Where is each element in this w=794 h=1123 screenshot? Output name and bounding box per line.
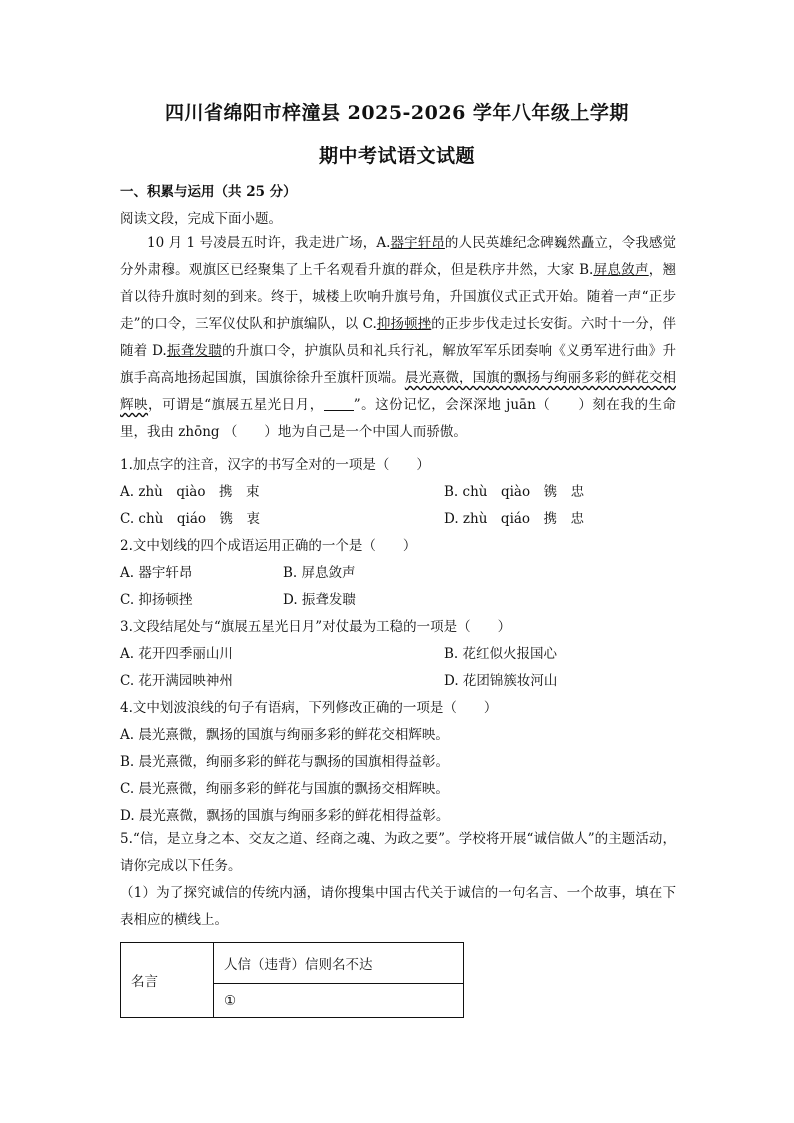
q3-option-c[interactable]: C. 花开满园映神州 [120, 673, 233, 689]
q4-option-d[interactable]: D. 晨光熹微，飘扬的国旗与绚丽多彩的鲜花相得益彰。 [120, 808, 450, 824]
q1-option-d[interactable]: D. zhù qiáo 携 忠 [444, 511, 585, 527]
passage-text: 10 月 1 号凌晨五时许，我走进广场，A. [147, 235, 391, 251]
table-cell-proverb: 人信（违背）信则名不达 [214, 943, 464, 984]
passage-text: ，翘首以待升旗时刻的到来。终于，城楼上吹响升旗号角，升国旗仪式正式开始。随着一声“正步走”的口令，三军仪仗队和护旗编队，以 C. [120, 262, 676, 332]
section-heading: 一、积累与运用（共 25 分） [120, 184, 297, 200]
table-cell-answer[interactable]: ① [214, 984, 464, 1018]
idiom-d: 振聋发聩 [166, 343, 223, 359]
q3-option-d[interactable]: D. 花团锦簇妆河山 [444, 673, 558, 689]
reading-passage [120, 230, 676, 446]
q2-stem: 2.文中划线的四个成语运用正确的一个是（ ） [120, 538, 417, 554]
q4-option-b[interactable]: B. 晨光熹微，绚丽多彩的鲜花与飘扬的国旗相得益彰。 [120, 754, 450, 770]
q4-option-a[interactable]: A. 晨光熹微，飘扬的国旗与绚丽多彩的鲜花交相辉映。 [120, 727, 449, 743]
q4-option-c[interactable]: C. 晨光熹微，绚丽多彩的鲜花与国旗的飘扬交相辉映。 [120, 781, 449, 797]
section-instruction: 阅读文段，完成下面小题。 [120, 211, 282, 227]
answer-blank[interactable] [324, 396, 354, 411]
exam-title-line1: 四川省绵阳市梓潼县 2025-2026 学年八年级上学期 [165, 102, 629, 124]
q2-option-a[interactable]: A. 器宇轩昂 [120, 565, 193, 581]
q4-stem: 4.文中划波浪线的句子有语病，下列修改正确的一项是（ ） [120, 700, 498, 716]
idiom-c: 抑扬顿挫 [376, 316, 432, 332]
q2-option-c[interactable]: C. 抑扬顿挫 [120, 592, 193, 608]
q5-stem: 5.“信，是立身之本、交友之道、经商之魂、为政之要”。学校将开展“诚信做人”的主题活动，请你完成以下任务。 [120, 831, 676, 874]
q5-task1: （1）为了探究诚信的传统内涵，请你搜集中国古代关于诚信的一句名言、一个故事，填在下表相应的横线上。 [120, 885, 676, 928]
passage-text: 的正步步伐走过长安街。六时十一分，伴随着 D. [120, 316, 677, 359]
q1-option-b[interactable]: B. chù qiào 镌 忠 [444, 484, 585, 500]
passage-text: ，可谓是“旗展五星光日月， [148, 397, 324, 413]
q2-option-b[interactable]: B. 屏息敛声 [283, 565, 356, 581]
proverb-table [120, 942, 464, 1018]
table-label-cell: 名言 [121, 943, 214, 1018]
idiom-b: 屏息敛声 [593, 262, 649, 278]
wavy-sentence: 晨光熹微，国旗的飘扬与绚丽多彩的鲜花交相辉映 [120, 370, 676, 413]
q1-stem: 1.加点字的注音，汉字的书写全对的一项是（ ） [120, 457, 430, 473]
passage-text: ”。这份记忆，会深深地 juān（ ）刻在我的生命里，我由 zhōng （ ）地为自己是一个中国人而骄傲。 [120, 397, 676, 440]
idiom-a: 器宇轩昂 [390, 235, 445, 251]
exam-title-line2: 期中考试语文试题 [318, 145, 475, 167]
q2-option-d[interactable]: D. 振聋发聩 [283, 592, 356, 608]
q3-option-b[interactable]: B. 花红似火报国心 [444, 646, 558, 662]
q1-option-c[interactable]: C. chù qiáo 镌 衷 [120, 511, 261, 527]
q3-stem: 3.文段结尾处与“旗展五星光日月”对仗最为工稳的一项是（ ） [120, 619, 512, 635]
passage-text: 的人民英雄纪念碑巍然矗立，令我感觉分外肃穆。观旗区已经聚集了上千名观看升旗的群众，但是秩序井然，大家 B. [120, 235, 677, 278]
passage-text: 的升旗口令，护旗队员和礼兵行礼，解放军军乐团奏响《义勇军进行曲》升旗手高高地扬起国旗，国旗徐徐升至旗杆顶端。 [120, 343, 676, 386]
q1-option-a[interactable]: A. zhù qiào 携 束 [120, 484, 260, 500]
q3-option-a[interactable]: A. 花开四季丽山川 [120, 646, 233, 662]
